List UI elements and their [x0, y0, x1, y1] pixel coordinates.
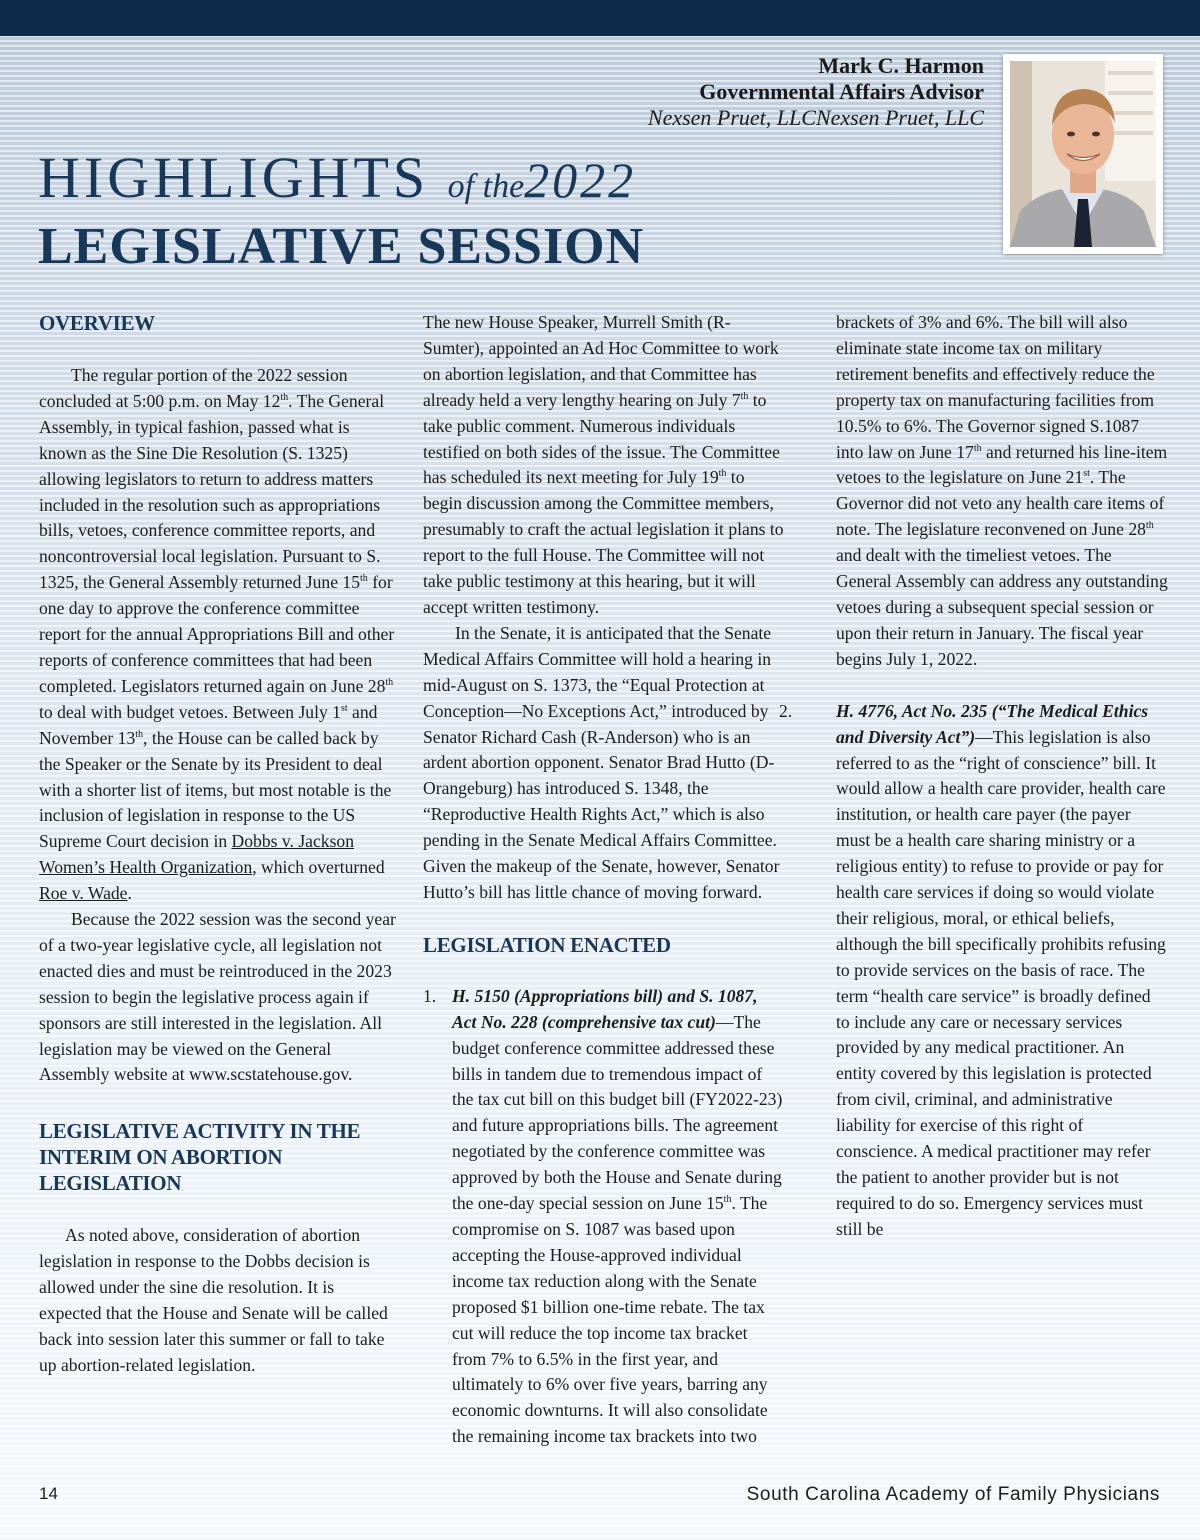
dobbs-case-link[interactable]: Dobbs v. Jackson Women’s Health Organization [39, 831, 355, 878]
item-2-body: —This legislation is also referred to as the “right of conscience” bill. It would allow a health care provider, health care institution, or health care payer (the payer must be a health care sharing ministry or a religious entity) to refuse to provide or pay for health care services if doing so would violate their religious, moral, or ethical beliefs, although the bill specifically prohibits refusing to provide services on the basis of race. The term “health care service” is broadly defined to include any care or necessary services provided by any medical practitioner. An entity covered by this legislation is protected from civil, criminal, and administrative liability for exercise of this right of conscience. A medical practitioner may refer the patient to another provider but is not required to do so. Emergency services must still be [836, 726, 1166, 1239]
title-highlights: HIGHLIGHTS [38, 145, 430, 210]
item-1-body: —The budget conference committee addressed these bills in tandem due to tremendous impact of the tax cut bill on this budget bill (FY2022-23) and future appropriations bills. The agreement negotiated by the conference committee was approved by both the House and Senate during the one-day special session on June 15 [452, 1011, 783, 1214]
enacted-item-1: 1. H. 5150 (Appropriations bill) and S. 1087, Act No. 228 (comprehensive tax cut)—The budget conference committee addressed these bills in tandem due to tremendous impact of the tax cut bill on this budget bill (FY2022-23) and future appropriations bills. The agreement negotiated by the conference committee was approved by both the House and Senate during the one-day special session on June 15th. The compromise on S. 1087 was based upon accepting the House-approved individual income tax reduction along with the Senate proposed $1 billion one-time rebate. The tax cut will reduce the top income tax bracket from 7% to 6.5% in the first year, and ultimately to 6% over five years, barring any economic downturns. It will also consolidate the remaining income tax brackets into two [423, 985, 783, 1447]
title-line-1 [38, 146, 644, 219]
column-3 [779, 310, 1168, 1243]
item-1-title: H. 5150 (Appropriations bill) and S. 1087, Act No. 228 (comprehensive tax cut) [452, 985, 758, 1032]
overview-paragraph-1: The regular portion of the 2022 session concluded at 5:00 p.m. on May 12th. The General Assembly, in typical fashion, passed what is known as the Sine Die Resolution (S. 1325) allowing legislators to return to address matters included in the resolution such as appropriations bills, vetoes, conference committee reports, and noncontroversial local legislation. Pursuant to S. 1325, the General Assembly returned June 15th for one day to approve the conference committee report for the annual Appropriations Bill and other reports of conference committees that had been completed. Legislators returned again on June 28th to deal with budget vetoes. Between July 1st and November 13th, the House can be called back by the Speaker or the Senate by its President to deal with a shorter list of items, but most notable is the inclusion of legislation in response to the US Supreme Court decision in Dobbs v. Jackson Women’s Health Organization, which overturned Roe v. Wade. [39, 365, 395, 904]
author-name: Mark C. Harmon [818, 53, 984, 78]
author-firm: Nexsen Pruet, LLCNexsen Pruet, LLC [647, 105, 984, 130]
column-1 [39, 310, 401, 1379]
publication-name: South Carolina Academy of Family Physicians [746, 1484, 1160, 1505]
interim-paragraph-3: In the Senate, it is anticipated that the Senate Medical Affairs Committee will hold a hearing in mid-August on S. 1373, the “Equal Protection at Conception—No Exceptions Act,” introduced by Senator Richard Cash (R-Anderson) who is an ardent abortion opponent. Senator Brad Hutto (D-Orangeburg) has introduced S. 1348, the “Reproductive Health Rights Act,” which is also pending in the Senate Medical Affairs Committee. Given the makeup of the Senate, however, Senator Hutto’s bill has little chance of moving forward. [423, 622, 780, 902]
item-2-number: 2. [779, 700, 793, 721]
item-1-number: 1. [423, 985, 437, 1006]
enacted-item-2 [779, 699, 1168, 1243]
overview-paragraph-2: Because the 2022 session was the second year of a two-year legislative cycle, all legislation not enacted dies and must be reintroduced in the 2023 session to begin the legislative process again if sponsors are still interested in the legislation. All legislation may be viewed on the General Assembly website at www.scstatehouse.gov. [39, 909, 396, 1085]
title-of-the: of the [447, 168, 525, 205]
item-2-title: H. 4776, Act No. 235 (“The Medical Ethics and Diversity Act”) [836, 700, 1149, 747]
title-line-2: LEGISLATIVE SESSION [38, 218, 645, 275]
author-byline [648, 53, 984, 131]
enacted-heading: LEGISLATION ENACTED [423, 932, 671, 957]
interim-heading: LEGISLATIVE ACTIVITY IN THE INTERIM ON ABORTION LEGISLATION [39, 1119, 361, 1196]
author-photo [1003, 54, 1163, 254]
interim-paragraph-2: The new House Speaker, Murrell Smith (R-Sumter), appointed an Ad Hoc Committee to work on abortion legislation, and that Committee has already held a very lengthy hearing on July 7th to take public comment. Numerous individuals testified on both sides of the issue. The Committee has scheduled its next meeting for July 19th to begin discussion among the Committee members, presumably to craft the actual legislation it plans to report to the full House. The Committee will not take public testimony at this hearing, but it will accept written testimony. [423, 312, 784, 617]
page-number: 14 [39, 1484, 58, 1503]
title-year: 2022 [524, 152, 637, 208]
interim-paragraph-1: As noted above, consideration of abortion legislation in response to the Dobbs decision is allowed under the sine die resolution. It is expected that the House and Senate will be called back into session later this summer or fall to take up abortion-related legislation. [39, 1225, 388, 1375]
enacted-item-1-continued: brackets of 3% and 6%. The bill will also eliminate state income tax on military retirement benefits and effectively reduce the property tax on manufacturing facilities from 10.5% to 6%. The Governor signed S.1087 into law on June 17th and returned his line-item vetoes to the legislature on June 21st. The Governor did not veto any health care items of note. The legislature reconvened on June 28th and dealt with the timeliest vetoes. The General Assembly can address any outstanding vetoes during a subsequent special session or upon their return in January. The fiscal year begins July 1, 2022. [836, 312, 1168, 669]
overview-heading: OVERVIEW [39, 311, 155, 335]
roe-v-wade-link[interactable]: Roe v. Wade [39, 883, 128, 904]
article-title [38, 146, 644, 275]
top-banner-bar [0, 0, 1200, 36]
author-role: Governmental Affairs Advisor [699, 79, 984, 104]
column-2 [423, 310, 785, 1450]
